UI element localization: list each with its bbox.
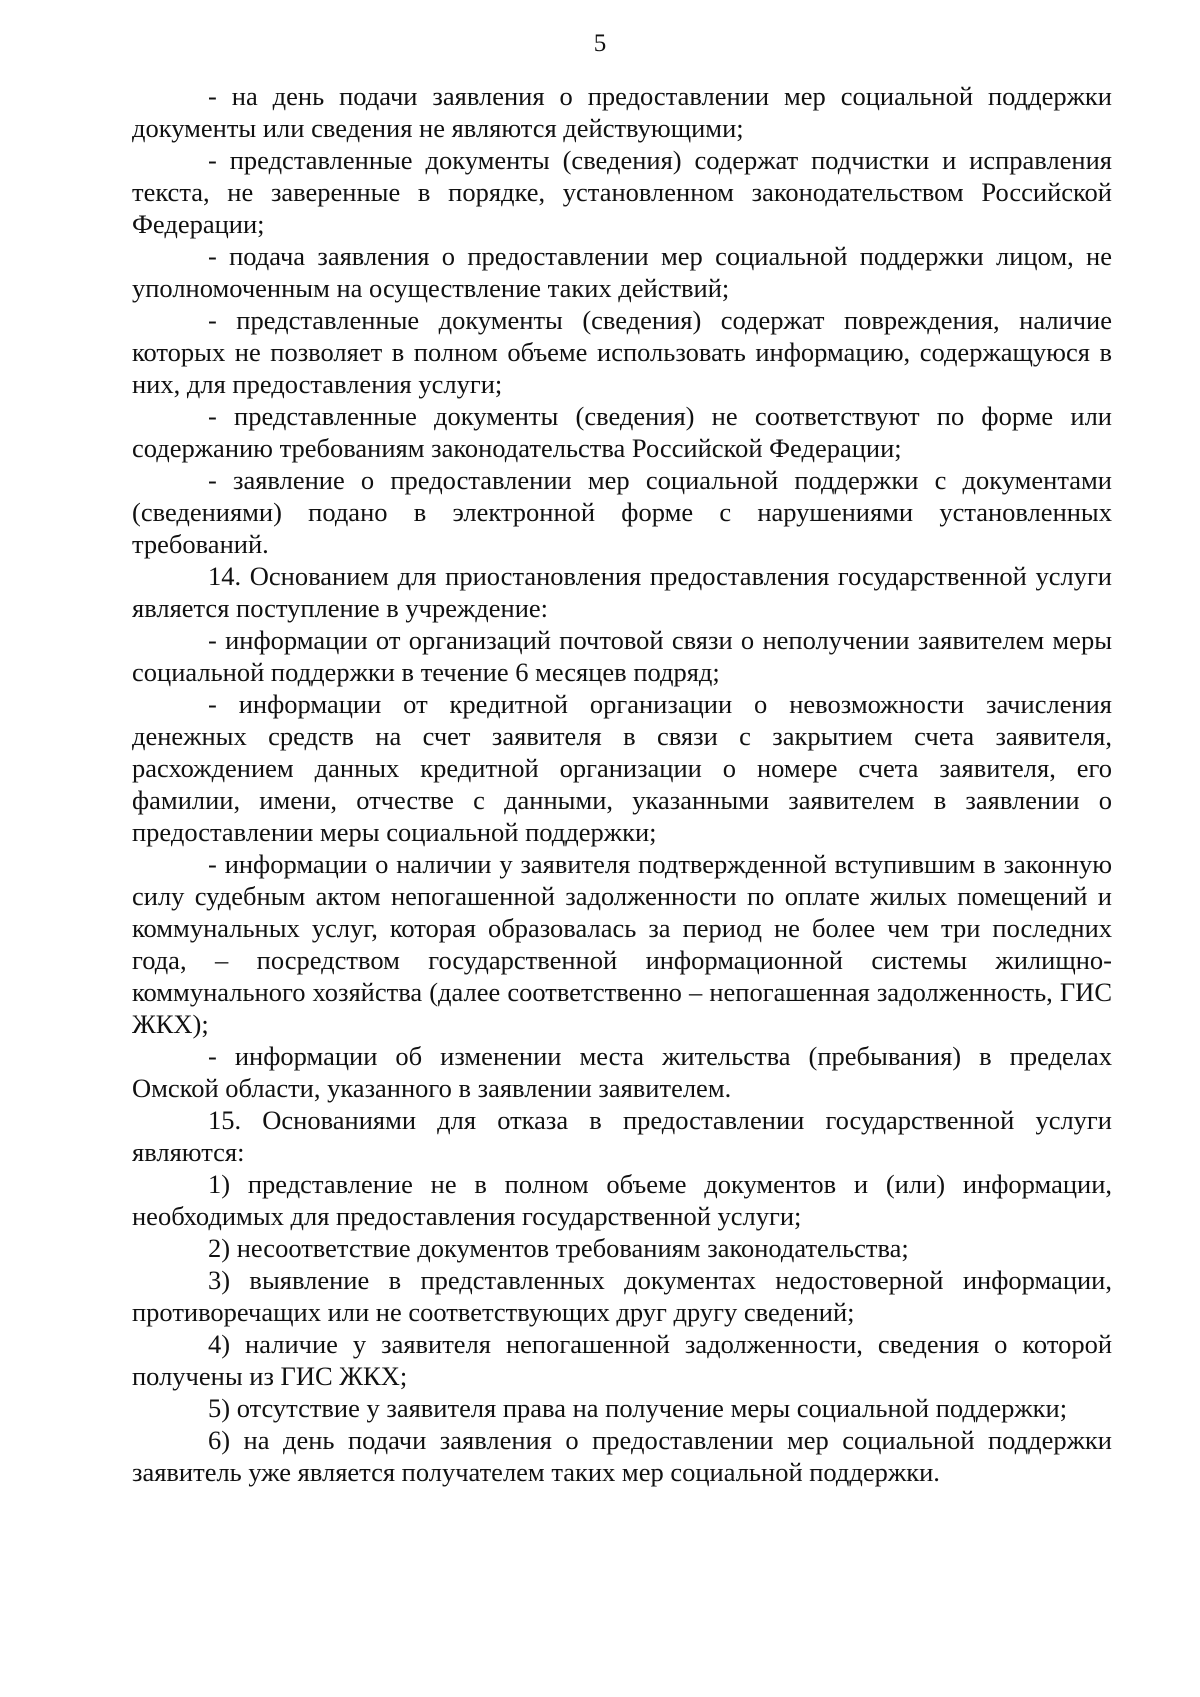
paragraph: 1) представление не в полном объеме документов и (или) информации, необходимых для предоставления государственной услуги; — [132, 1169, 1112, 1231]
paragraph: 4) наличие у заявителя непогашенной задолженности, сведения о которой получены из ГИС ЖКХ; — [132, 1329, 1112, 1391]
paragraph: - подача заявления о предоставлении мер социальной поддержки лицом, не уполномоченным на осуществление таких действий; — [132, 241, 1112, 303]
paragraph: - информации от организаций почтовой связи о неполучении заявителем меры социальной поддержки в течение 6 месяцев подряд; — [132, 625, 1112, 687]
paragraph: 6) на день подачи заявления о предоставлении мер социальной поддержки заявитель уже является получателем таких мер социальной поддержки. — [132, 1425, 1112, 1487]
paragraph: - информации от кредитной организации о невозможности зачисления денежных средств на счет заявителя в связи с закрытием счета заявителя, расхождением данных кредитной организации о номере счета заявителя, его фамилии, имени, отчестве с данными, указанными заявителем в заявлении о предоставлении меры социальной поддержки; — [132, 689, 1112, 847]
paragraph: - на день подачи заявления о предоставлении мер социальной поддержки документы или сведения не являются действующими; — [132, 81, 1112, 143]
document-body — [132, 80, 1112, 1488]
paragraph: 3) выявление в представленных документах недостоверной информации, противоречащих или не соответствующих друг другу сведений; — [132, 1265, 1112, 1327]
paragraph: - информации об изменении места жительства (пребывания) в пределах Омской области, указанного в заявлении заявителем. — [132, 1041, 1112, 1103]
page-number: 5 — [593, 30, 607, 57]
paragraph: - представленные документы (сведения) не соответствуют по форме или содержанию требованиям законодательства Российской Федерации; — [132, 401, 1112, 463]
paragraph: 15. Основаниями для отказа в предоставлении государственной услуги являются: — [132, 1105, 1112, 1167]
paragraph: 14. Основанием для приостановления предоставления государственной услуги является поступление в учреждение: — [132, 561, 1112, 623]
paragraph: - информации о наличии у заявителя подтвержденной вступившим в законную силу судебным актом непогашенной задолженности по оплате жилых помещений и коммунальных услуг, которая образовалась за период не более чем три последних года, – посредством государственной информационной системы жилищно-коммунального хозяйства (далее соответственно – непогашенная задолженность, ГИС ЖКХ); — [132, 849, 1112, 1039]
paragraph: - заявление о предоставлении мер социальной поддержки с документами (сведениями) подано в электронной форме с нарушениями установленных требований. — [132, 465, 1112, 559]
paragraph: - представленные документы (сведения) содержат подчистки и исправления текста, не заверенные в порядке, установленном законодательством Российской Федерации; — [132, 145, 1112, 239]
paragraph: - представленные документы (сведения) содержат повреждения, наличие которых не позволяет в полном объеме использовать информацию, содержащуюся в них, для предоставления услуги; — [132, 305, 1112, 399]
paragraph: 5) отсутствие у заявителя права на получение меры социальной поддержки; — [208, 1393, 1068, 1423]
paragraph: 2) несоответствие документов требованиям законодательства; — [208, 1233, 909, 1263]
